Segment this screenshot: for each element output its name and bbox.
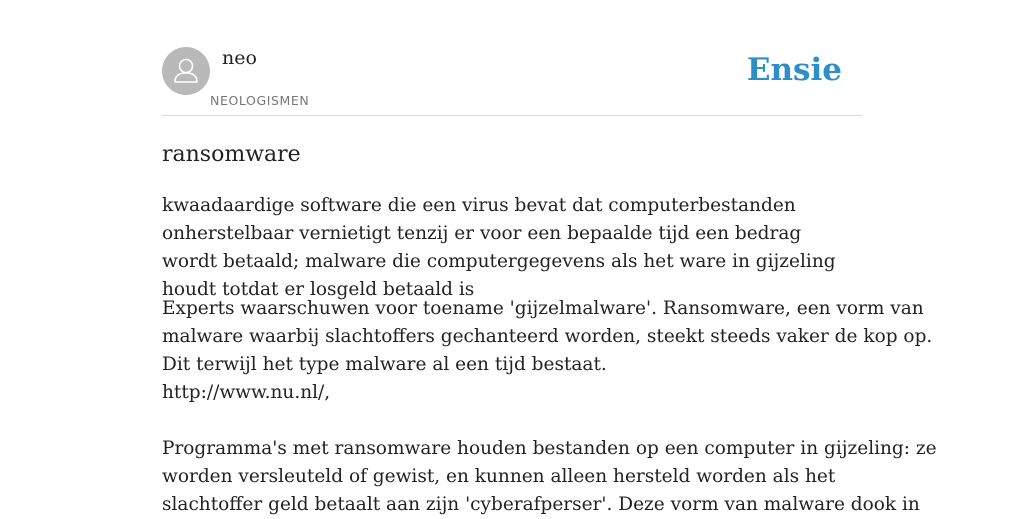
entry-definition: kwaadaardige software die een virus bevat dat computerbestanden onherstelbaar vernietigt tenzij er voor een bepaalde tijd een bedrag wordt betaald; malware die computergegevens als het ware in gijzeling houdt totdat er losgeld betaald is [162, 195, 836, 300]
entry-title: ransomware [162, 142, 301, 167]
example-line: worden versleuteld of gewist, en kunnen alleen hersteld worden als het [162, 466, 836, 487]
example-line: slachtoffer geld betaalt aan zijn 'cyberafperser'. Deze vorm van malware dook in [162, 494, 920, 515]
entry-page [162, 0, 937, 515]
username-link[interactable]: neo [222, 47, 257, 69]
ensie-logo-link[interactable]: Ensie [746, 52, 842, 88]
example-spacer [162, 407, 862, 435]
example-line: malware waarbij slachtoffers gechanteerd worden, steekt steeds vaker de kop op. [162, 326, 933, 347]
category-label[interactable]: NEOLOGISMEN [210, 93, 310, 108]
example-line: Experts waarschuwen voor toename 'gijzelmalware'. Ransomware, een vorm van [162, 298, 924, 319]
entry-example [162, 295, 937, 519]
entry-header [162, 0, 862, 116]
example-source-link[interactable]: http://www.nu.nl/, [162, 382, 331, 403]
example-line: Dit terwijl het type malware al een tijd bestaat. [162, 354, 607, 375]
user-avatar-icon[interactable] [162, 47, 210, 95]
example-line: Programma's met ransomware houden bestanden op een computer in gijzeling: ze [162, 438, 937, 459]
